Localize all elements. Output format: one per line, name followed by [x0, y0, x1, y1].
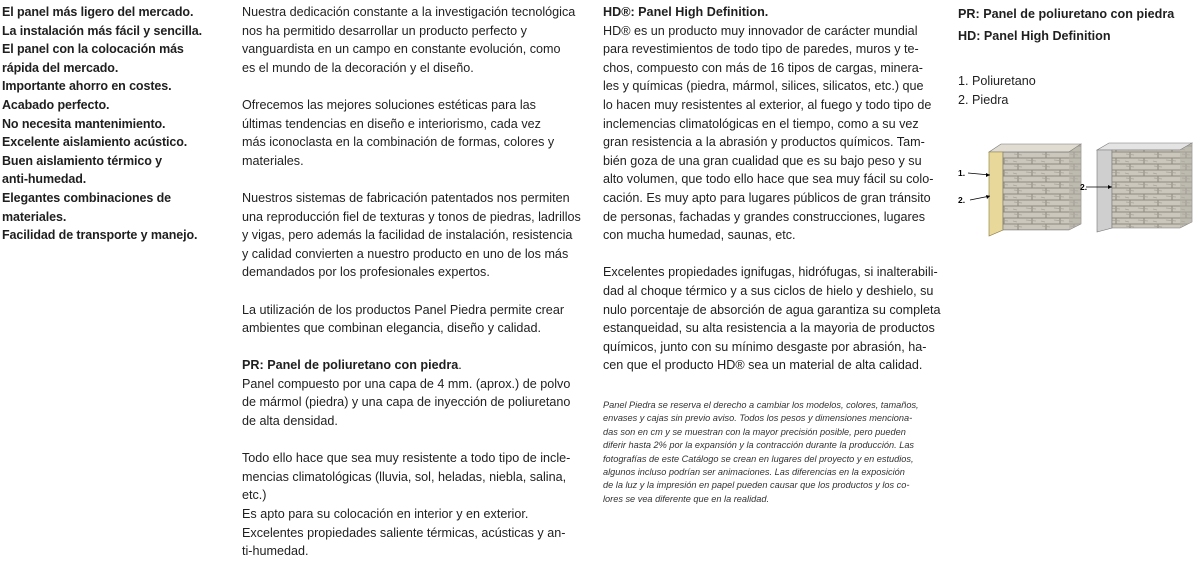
text-line: una reproducción fiel de texturas y tonos de piedras, ladrillos [242, 209, 581, 224]
text-line: y calidad convierten a nuestro producto en uno de los más [242, 246, 569, 261]
text-line: algunos incluso podrían ser animaciones. Las diferencias en la exposición [603, 467, 905, 478]
pr-heading [242, 356, 562, 375]
intro-column [242, 3, 581, 561]
text-line: demandados por los profesionales expertos. [242, 265, 490, 280]
layer-legend [958, 72, 1194, 109]
feature-item: El panel con la colocación más [2, 42, 184, 57]
text-line: es el mundo de la decoración y el diseño. [242, 60, 474, 75]
text-line: Todo ello hace que sea muy resistente a todo tipo de incle- [242, 451, 571, 466]
text-line: envases y cajas sin previo aviso. Todos los pesos y dimensiones menciona- [603, 413, 913, 424]
panel-types-column [958, 3, 1194, 109]
text-line: nos ha permitido desarrollar un producto perfecto y [242, 23, 527, 38]
text-line: más iconoclasta en la combinación de formas, colores y [242, 135, 555, 150]
pr-marker-2: 2. [958, 195, 966, 205]
text-line: químicos, junto con su mínimo desgaste por abrasión, ha- [603, 339, 927, 354]
panel-diagram [956, 140, 1196, 240]
text-line: das son en cm y se muestran con la mayor precisión posible, pero pueden [603, 426, 906, 437]
intro-paragraph-1 [242, 3, 576, 77]
hd-paragraph-2 [603, 263, 941, 375]
panel-illustrations [956, 140, 1196, 240]
feature-item: rápida del mercado. [2, 60, 119, 75]
text-line: Nuestros sistemas de fabricación patentados nos permiten [242, 190, 570, 205]
text-line: 1. Poliuretano [958, 74, 1036, 88]
hd-column [603, 3, 941, 375]
text-line: alto volumen, que todo ello hace que sea muy fácil su colo- [603, 172, 934, 187]
text-line: HD® es un producto muy innovador de carácter mundial [603, 23, 918, 38]
text-line: Ofrecemos las mejores soluciones estéticas para las [242, 97, 536, 112]
text-line: de personas, fachadas y grandes construcciones, lugares [603, 209, 926, 224]
hd-marker-2: 2. [1080, 182, 1088, 192]
feature-item: Buen aislamiento térmico y [2, 153, 162, 168]
text-line: últimas tendencias en diseño e interiorismo, cada vez [242, 116, 541, 131]
text-line: dad al choque térmico y a sus ciclos de hielo y deshielo, su [603, 283, 934, 298]
text-line: lores se vea diferente que en la realidad. [603, 493, 769, 504]
text-line: les y químicas (piedra, mármol, silices, silicatos, etc.) que [603, 79, 924, 94]
text-line: cen que el producto HD® sea un material de alta calidad. [603, 358, 923, 373]
pr-paragraph-2 [242, 449, 571, 561]
pr-heading-dot: . [458, 358, 462, 373]
text-line: de la luz y la impresión en papel pueden causar que los productos y los co- [603, 480, 910, 491]
hd-paragraph-1 [603, 22, 934, 245]
text-line: La utilización de los productos Panel Piedra permite crear [242, 302, 565, 317]
feature-item: La instalación más fácil y sencilla. [2, 23, 202, 38]
feature-item: Acabado perfecto. [2, 97, 110, 112]
text-line: chos, compuesto con más de 16 tipos de cargas, minera- [603, 60, 923, 75]
feature-item: No necesita mantenimiento. [2, 116, 166, 131]
pr-panel-icon [968, 144, 1081, 236]
hd-heading: HD®: Panel High Definition. [603, 5, 769, 19]
text-line: estanqueidad, su alta resistencia a la mayoria de productos [603, 321, 935, 336]
intro-paragraph-3 [242, 189, 581, 282]
text-line: cación. Es muy apto para lugares públicos de gran tránsito [603, 190, 931, 205]
intro-paragraph-4 [242, 301, 565, 338]
text-line: Nuestra dedicación constante a la investigación tecnológica [242, 5, 576, 19]
text-line: Es apto para su colocación en interior y en exterior. [242, 507, 529, 522]
text-line: inclemencias climatológicas en el tiempo, como a su vez [603, 116, 919, 131]
text-line: mencias climatológicas (lluvia, sol, heladas, niebla, salina, [242, 469, 567, 484]
text-line: y vigas, pero además la facilidad de instalación, resistencia [242, 228, 573, 243]
text-line: de mármol (piedra) y una capa de inyección de poliuretano [242, 395, 571, 410]
feature-item: Excelente aislamiento acústico. [2, 135, 188, 150]
feature-item: Importante ahorro en costes. [2, 79, 172, 94]
text-line: nulo porcentaje de absorción de agua garantiza su completa [603, 302, 941, 317]
pr-paragraph-1 [242, 375, 571, 431]
text-line: vanguardista en un campo en constante evolución, como [242, 42, 561, 57]
feature-item: Facilidad de transporte y manejo. [2, 228, 198, 243]
pr-heading-text: PR: Panel de poliuretano con piedra [242, 358, 459, 373]
text-line: con mucha humedad, saunas, etc. [603, 228, 796, 243]
intro-paragraph-2 [242, 96, 562, 170]
text-line: lo hacen muy resistentes al exterior, al fuego y todo tipo de [603, 97, 932, 112]
features-list [2, 3, 217, 245]
text-line: de alta densidad. [242, 414, 338, 429]
text-line: bién goza de una gran cualidad que es su bajo peso y su [603, 153, 922, 168]
pr-label: PR: Panel de poliuretano con piedra [958, 7, 1175, 21]
feature-item: El panel más ligero del mercado. [2, 5, 194, 19]
text-line: para revestimientos de todo tipo de paredes, muros y te- [603, 42, 919, 57]
feature-item: anti-humedad. [2, 172, 87, 187]
hd-label: HD: Panel High Definition [958, 29, 1111, 43]
feature-item: Elegantes combinaciones de [2, 190, 171, 205]
text-line: Panel Piedra se reserva el derecho a cambiar los modelos, colores, tamaños, [603, 400, 919, 410]
text-line: etc.) [242, 488, 267, 503]
text-line: ambientes que combinan elegancia, diseño y calidad. [242, 321, 541, 336]
text-line: Excelentes propiedades ignifugas, hidrófugas, si inalterabili- [603, 265, 938, 280]
text-line: Excelentes propiedades saliente térmicas, acústicas y an- [242, 525, 566, 540]
text-line: ti-humedad. [242, 544, 309, 559]
feature-item: materiales. [2, 209, 67, 224]
hd-panel-icon [1086, 143, 1192, 232]
text-line: fotografías de este Catálogo se crean en lugares del proyecto y en estudios, [603, 453, 914, 464]
pr-marker-1: 1. [958, 168, 966, 178]
text-line: diferir hasta 2% por la expansión y la contracción durante la producción. Las [603, 440, 915, 451]
text-line: materiales. [242, 153, 304, 168]
text-line: 2. Piedra [958, 92, 1009, 107]
disclaimer [603, 399, 921, 506]
text-line: Panel compuesto por una capa de 4 mm. (aprox.) de polvo [242, 376, 571, 391]
text-line: gran resistencia a la abrasión y productos químicos. Tam- [603, 135, 925, 150]
